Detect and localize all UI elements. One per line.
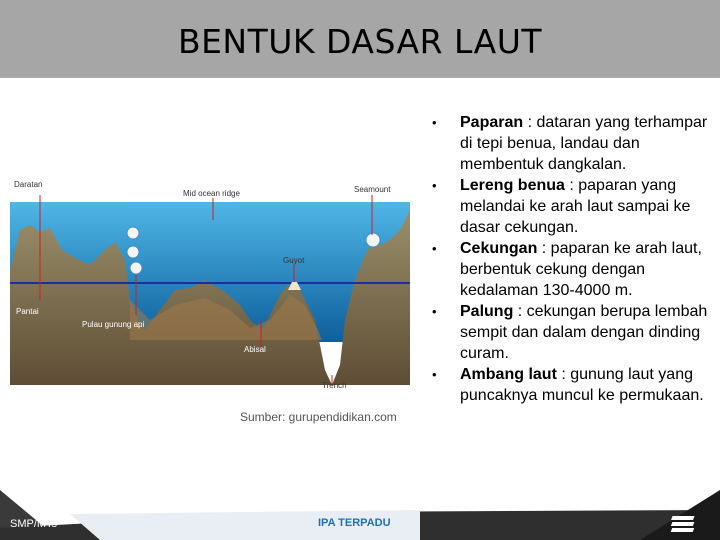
term: Palung <box>460 303 514 320</box>
label-guyot: Guyot <box>283 256 305 265</box>
list-item <box>420 364 720 406</box>
bullet-icon: • <box>432 304 437 319</box>
footer-school-level: SMP/MTs <box>10 518 58 530</box>
bullet-icon: • <box>432 367 437 382</box>
term: Ambang laut <box>460 366 557 383</box>
seamount-peak <box>366 233 380 247</box>
term: Lereng benua <box>460 177 565 194</box>
ocean-floor-illustration <box>0 170 420 400</box>
bullet-icon: • <box>432 241 437 256</box>
book-stack-icon <box>671 516 695 532</box>
list-item <box>420 112 720 175</box>
footer-graphic <box>0 490 720 540</box>
term: Paparan <box>460 114 524 131</box>
label-daratan: Daratan <box>14 180 43 189</box>
ocean-floor-diagram <box>0 170 420 400</box>
list-item <box>420 175 720 238</box>
island-puff-3 <box>130 262 142 274</box>
term: Cekungan <box>460 240 538 257</box>
label-seamount: Seamount <box>354 185 391 194</box>
definition: : gunung laut yang puncaknya muncul ke permukaan. <box>460 366 704 404</box>
label-pulau-gunung-api: Pulau gunung api <box>82 320 145 329</box>
bullet-icon: • <box>432 178 437 193</box>
definition: : paparan ke arah laut, berbentuk cekung dengan kedalaman 130-4000 m. <box>460 240 702 299</box>
definition: : cekungan berupa lembah sempit dan dalam dengan dinding curam. <box>460 303 708 362</box>
definition-list <box>420 112 720 406</box>
page-title: BENTUK DASAR LAUT <box>177 22 543 61</box>
list-item <box>420 238 720 301</box>
label-mid-ocean-ridge: Mid ocean ridge <box>183 189 240 198</box>
island-puff-1 <box>127 227 139 239</box>
island-puff-2 <box>127 246 139 258</box>
image-source: Sumber: gurupendidikan.com <box>240 410 397 424</box>
label-trench: Trench <box>322 381 347 390</box>
label-pantai: Pantai <box>16 307 39 316</box>
bullet-icon: • <box>432 115 437 130</box>
definition: : paparan yang melandai ke arah laut sampai ke dasar cekungan. <box>460 177 691 236</box>
footer-subject: IPA TERPADU <box>318 517 391 529</box>
list-item <box>420 301 720 364</box>
definition: : dataran yang terhampar di tepi benua, landau dan membentuk dangkalan. <box>460 114 708 173</box>
label-abisal: Abisal <box>244 345 266 354</box>
